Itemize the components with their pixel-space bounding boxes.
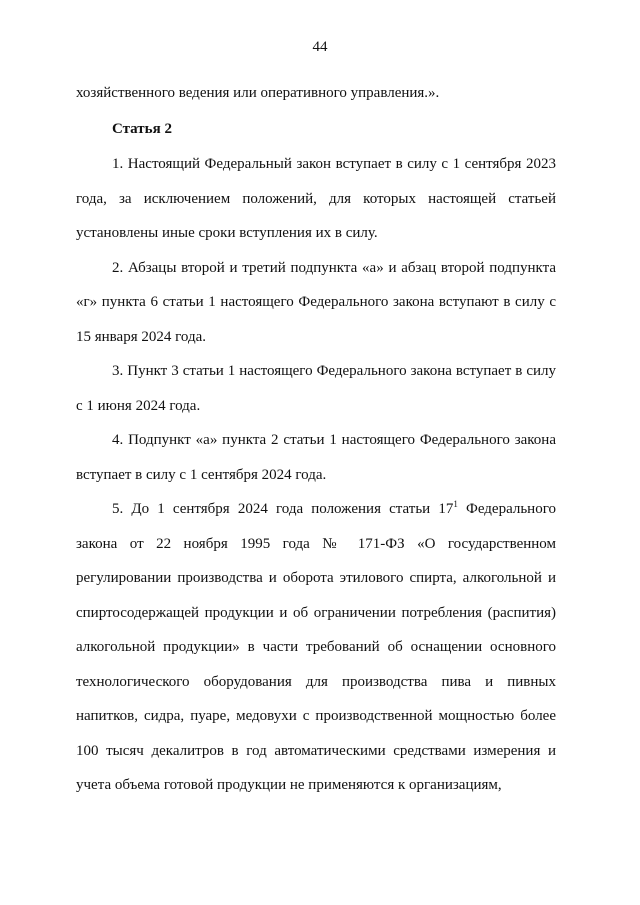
paragraph-5 [76,492,556,803]
paragraph-5-start: 5. До 1 сентября 2024 года положения статьи 17 [112,501,454,517]
paragraph-3: 3. Пункт 3 статьи 1 настоящего Федерального закона вступает в силу с 1 июня 2024 года. [76,363,556,414]
article-heading: Статья 2 [112,120,172,137]
page-number: 44 [312,39,328,55]
paragraph-5-rest: Федерального закона от 22 ноября 1995 года № 171-ФЗ «О государственном регулировании производства и оборота этилового спирта, алкогольной и спиртосодержащей продукции и об ограничении потребления (распития) алкогольной продукции» в части требований об оснащении основного технологического оборудования для производства пива и пивных напитков, сидра, пуаре, медовухи с производственной мощностью более 100 тысяч декалитров в год автоматическими средствами измерения и учета объема готовой продукции не применяются к организациям, [76,501,556,793]
paragraph-1: 1. Настоящий Федеральный закон вступает в силу с 1 сентября 2023 года, за исключением положений, для которых настоящей статьей установлены иные сроки вступления их в силу. [76,156,556,241]
continuation-line: хозяйственного ведения или оперативного управления.». [76,85,440,101]
paragraph-4: 4. Подпункт «а» пункта 2 статьи 1 настоящего Федерального закона вступает в силу с 1 сентября 2024 года. [76,432,556,483]
paragraph-2: 2. Абзацы второй и третий подпункта «а» и абзац второй подпункта «г» пункта 6 статьи 1 настоящего Федерального закона вступают в силу с 15 января 2024 года. [76,259,556,345]
superscript: 1 [453,499,458,509]
document-body [76,76,556,803]
